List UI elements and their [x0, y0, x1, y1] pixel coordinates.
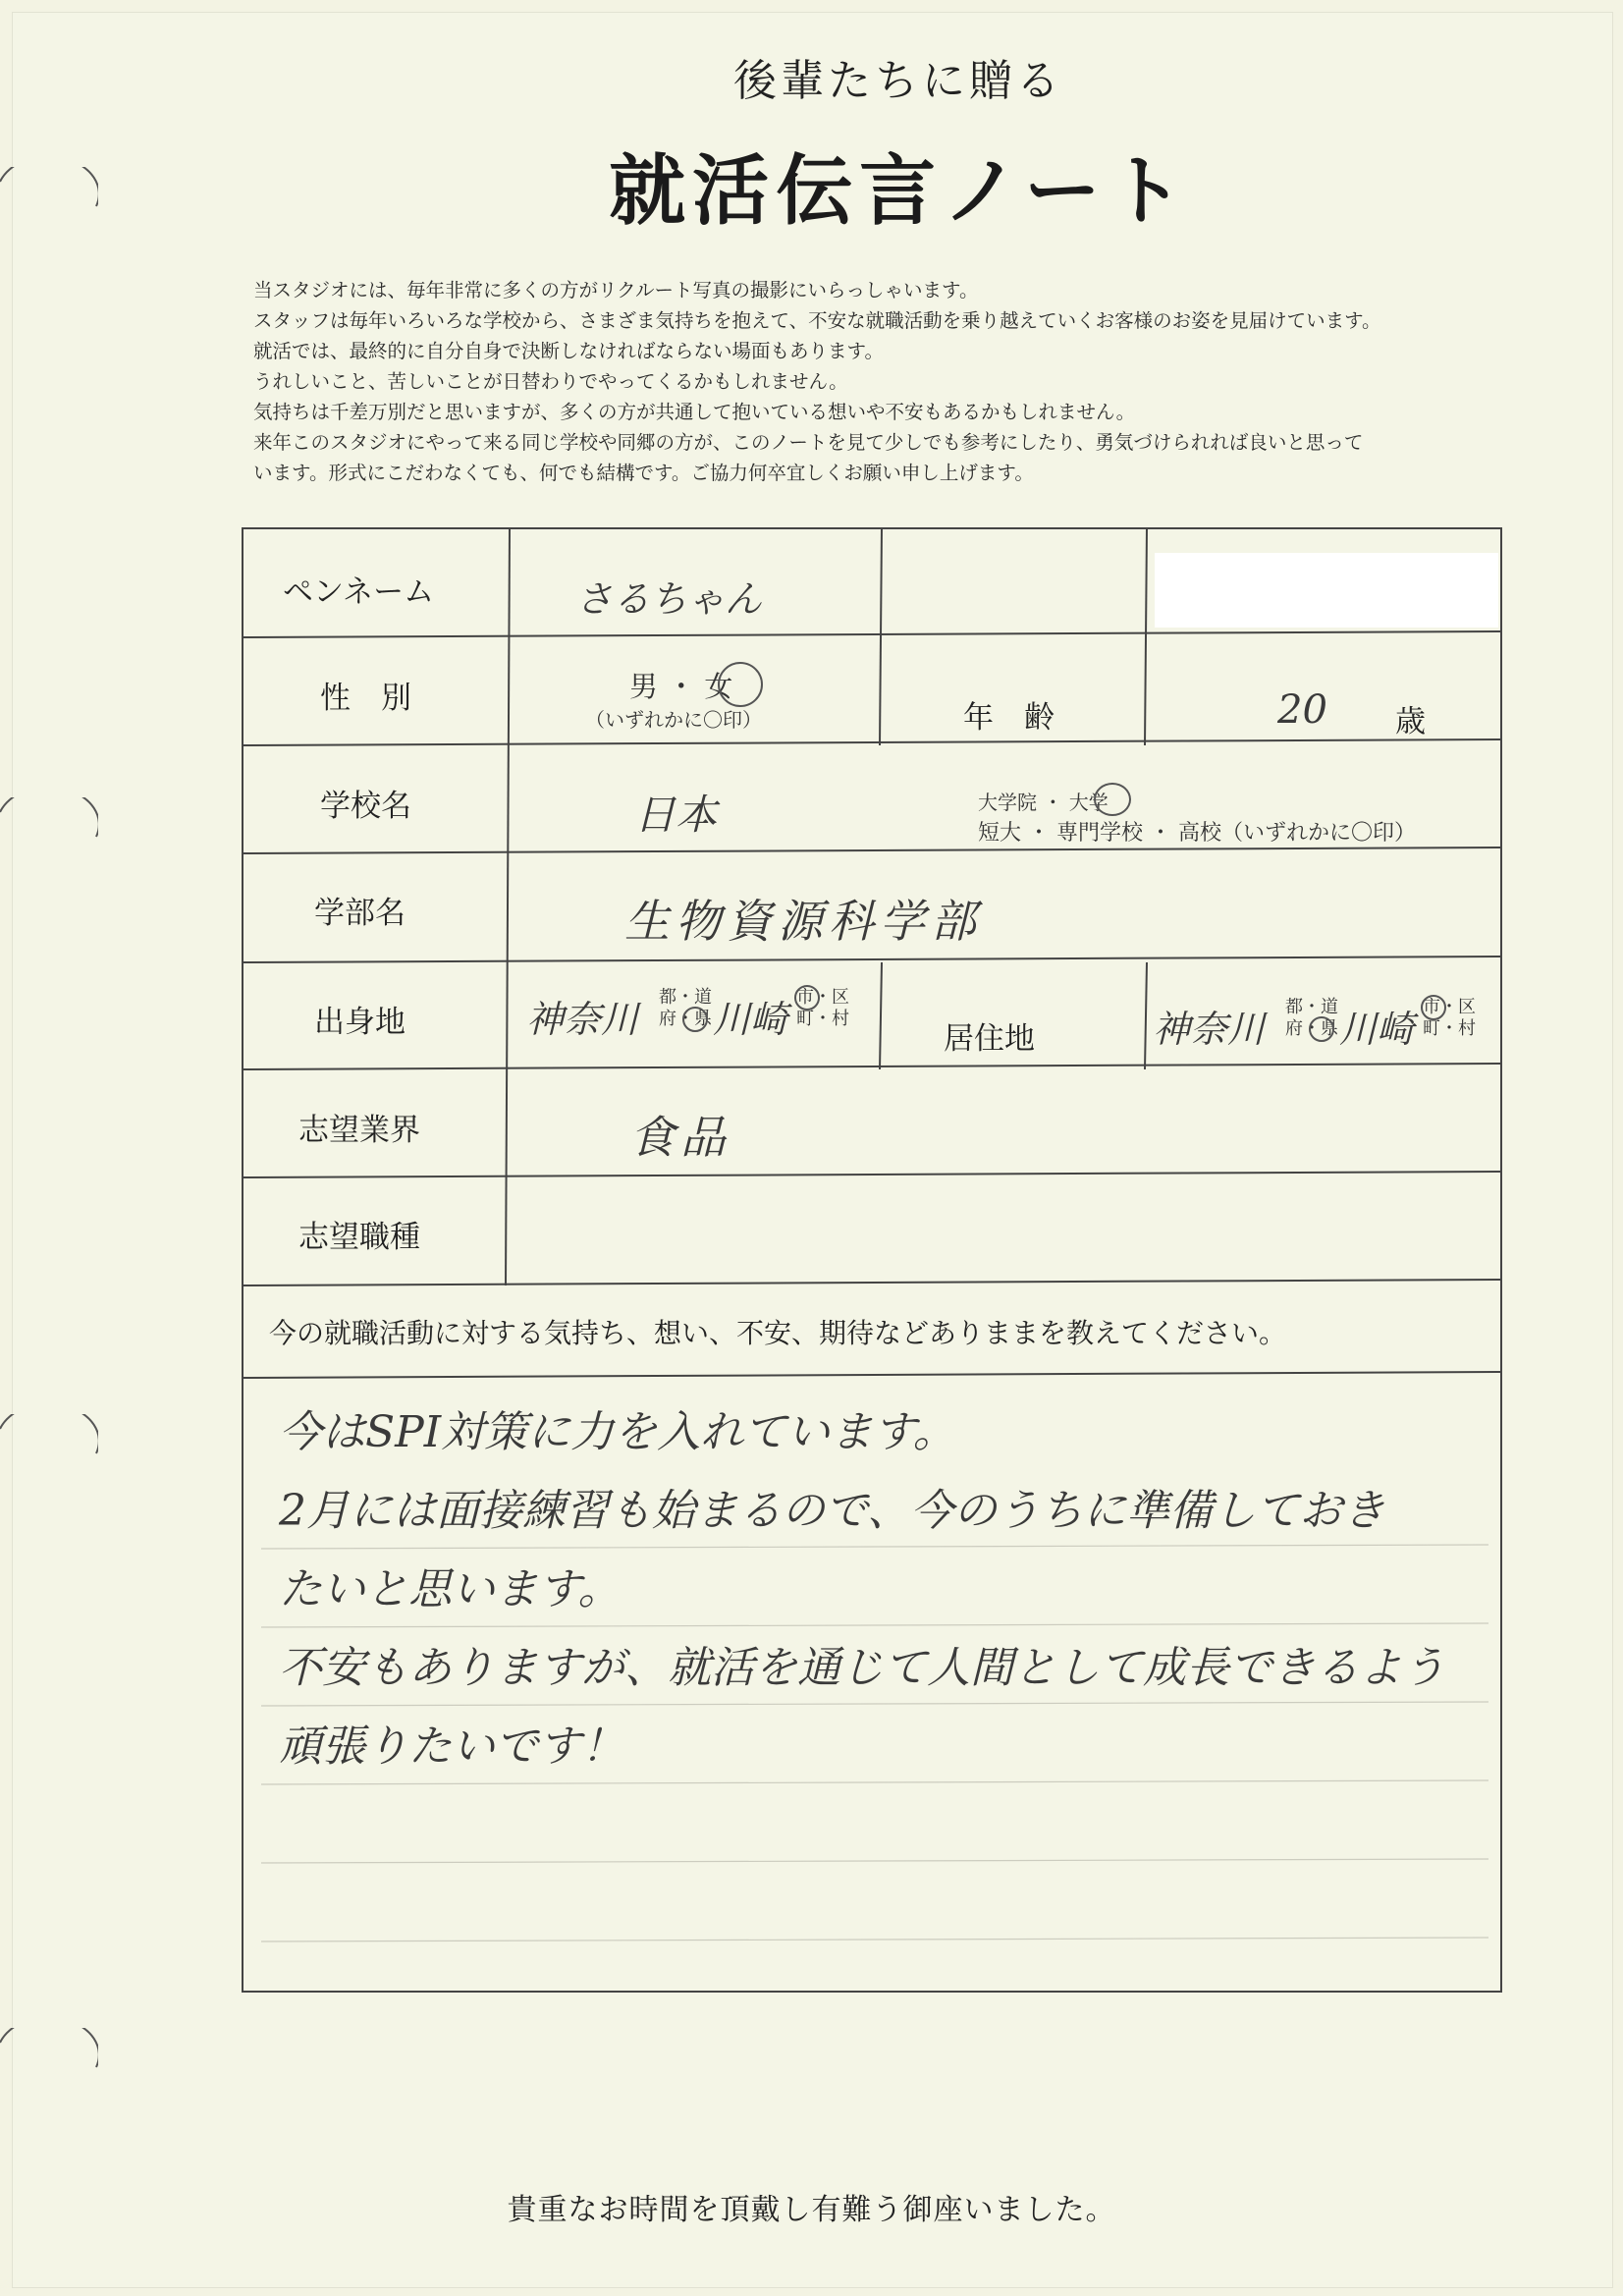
school-value: 日本	[634, 791, 718, 839]
selection-circle	[1421, 995, 1446, 1020]
city-units-top: 市・区	[1423, 997, 1476, 1017]
pref-units-bottom: 府・県	[659, 1009, 712, 1029]
page-title: 就活伝言ノート	[609, 147, 1191, 236]
intro-line: 気持ちは千差万別だと思いますが、多くの方が共通して抱いている想いや不安もあるかもしれません。	[253, 401, 1136, 423]
selection-circle	[794, 985, 820, 1011]
faculty-label: 学部名	[314, 896, 406, 931]
age-value: 20	[1277, 687, 1327, 733]
answer-line: 2月には面接練習も始まるので、今のうちに準備しておき	[279, 1486, 1386, 1536]
intro-line: 来年このスタジオにやって来る同じ学校や同郷の方が、このノートを見て少しでも参考にしたり、勇気づけられれば良いと思って	[253, 431, 1364, 454]
gender-note: （いずれかに〇印）	[585, 708, 762, 732]
intro-line: います。形式にこだわなくても、何でも結構です。ご協力何卒宜しくお願い申し上げます。	[253, 462, 1034, 484]
form-table	[242, 527, 1506, 1995]
pen-name-label: ペンネーム	[283, 574, 435, 610]
age-unit: 歳	[1395, 704, 1426, 739]
gender-options: 男 ・ 女	[629, 670, 733, 703]
job-label: 志望職種	[298, 1220, 420, 1255]
subtitle: 後輩たちに贈る	[733, 56, 1063, 106]
industry-label: 志望業界	[298, 1113, 420, 1148]
residence-prefecture: 神奈川	[1153, 1008, 1266, 1051]
intro-line: スタッフは毎年いろいろな学校から、さまざま気持ちを抱えて、不安な就職活動を乗り越えていくお客様のお姿を見届けています。	[253, 309, 1381, 332]
pen-name-value: さるちゃん	[575, 577, 763, 621]
answer-line: 今はSPI対策に力を入れています。	[279, 1407, 956, 1457]
residence-label: 居住地	[944, 1021, 1035, 1057]
intro-text	[253, 275, 1608, 488]
pref-units-top: 都・道	[1285, 997, 1338, 1017]
faculty-value: 生物資源科学部	[624, 895, 982, 948]
school-label: 学校名	[320, 789, 411, 824]
city-units-top: 市・区	[796, 987, 849, 1008]
punch-hole	[0, 797, 98, 866]
intro-line: うれしいこと、苦しいことが日替わりでやってくるかもしれません。	[253, 370, 848, 393]
hometown-prefecture: 神奈川	[526, 998, 639, 1041]
pref-units-top: 都・道	[659, 987, 712, 1008]
form-grid-lines	[242, 527, 1506, 1995]
intro-line: 就活では、最終的に自分自身で決断しなければならない場面もあります。	[253, 340, 884, 362]
selection-circle	[1094, 783, 1131, 816]
residence-city: 川崎	[1339, 1008, 1415, 1051]
question-text: 今の就職活動に対する気持ち、想い、不安、期待などありままを教えてください。	[269, 1317, 1287, 1349]
answer-line: 頑張りたいです！	[279, 1722, 624, 1772]
answer-line: 不安もありますが、就活を通じて人間として成長できるよう	[279, 1643, 1445, 1693]
hometown-label: 出身地	[314, 1005, 406, 1040]
selection-circle	[718, 662, 763, 707]
school-types-line1: 大学院 ・ 大学	[978, 791, 1109, 814]
hometown-city: 川崎	[713, 998, 788, 1041]
footer-text: 貴重なお時間を頂戴し有難う御座いました。	[507, 2193, 1116, 2227]
industry-value: 食品	[629, 1111, 731, 1164]
punch-hole	[0, 1414, 98, 1483]
city-units-bottom: 町・村	[1423, 1018, 1476, 1039]
school-types-line2: 短大 ・ 専門学校 ・ 高校（いずれかに〇印）	[978, 821, 1416, 846]
answer-line: たいと思います。	[279, 1564, 622, 1614]
punch-hole	[0, 2028, 98, 2097]
pref-units-bottom: 府・県	[1285, 1018, 1338, 1039]
selection-circle	[682, 1007, 708, 1032]
city-units-bottom: 町・村	[796, 1009, 849, 1029]
selection-circle	[1309, 1016, 1334, 1042]
redacted-area	[1155, 553, 1498, 628]
age-label: 年 齢	[963, 700, 1055, 736]
intro-line: 当スタジオには、毎年非常に多くの方がリクルート写真の撮影にいらっしゃいます。	[253, 279, 979, 301]
gender-label: 性 別	[320, 681, 411, 716]
